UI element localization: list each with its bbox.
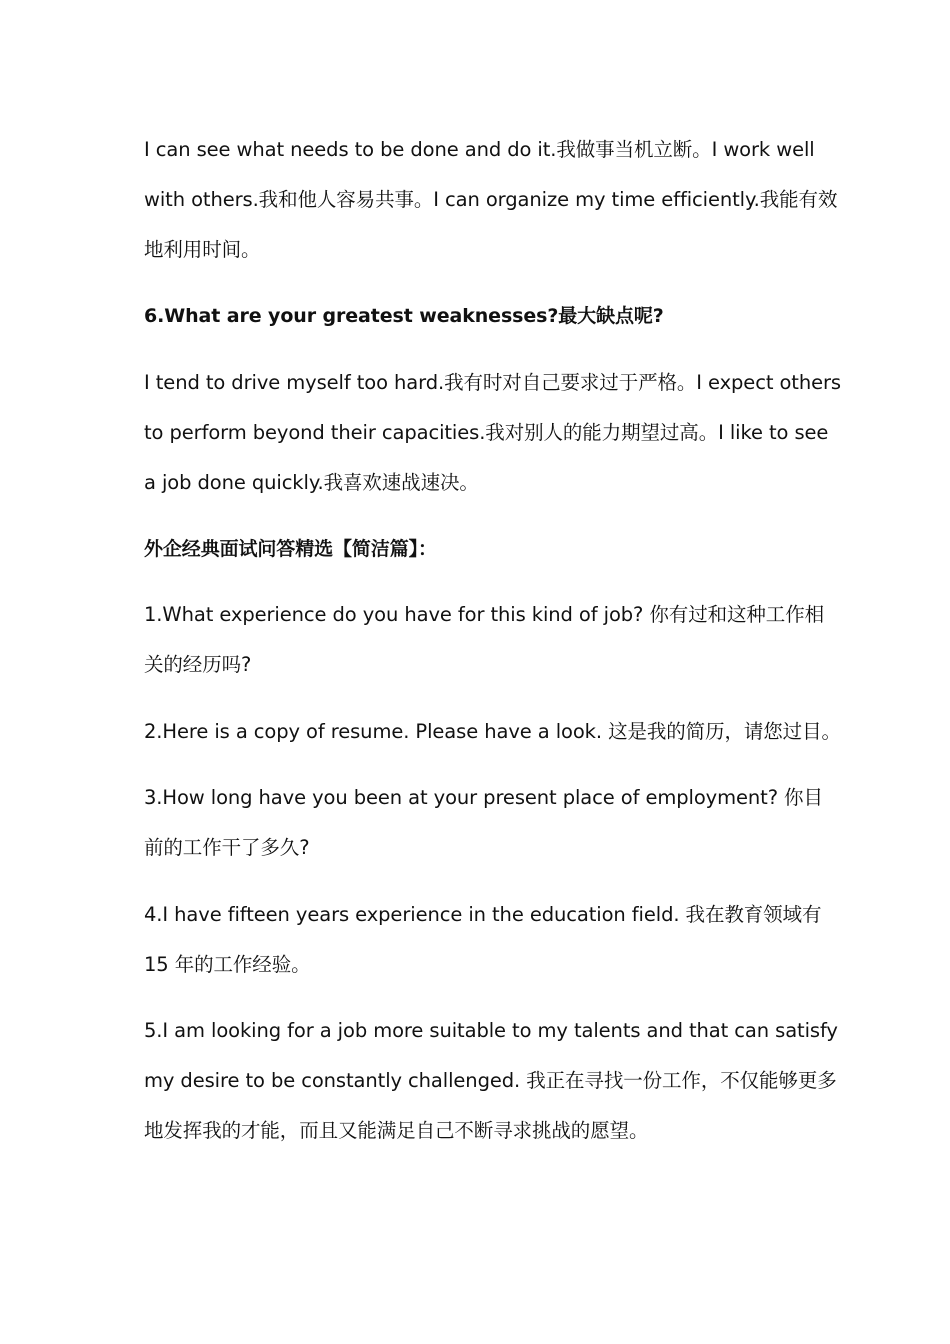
item-4-line-1: 4.I have fifteen years experience in the education field. 我在教育领域有 [144,903,822,926]
answer-6-line-1: I tend to drive myself too hard.我有时对自己要求过于严格。I expect others [144,371,841,394]
answer-6-line-2: to perform beyond their capacities.我对别人的能力期望过高。I like to see [144,421,829,444]
item-3-line-2: 前的工作干了多久? [144,836,310,859]
item-2-line-1: 2.Here is a copy of resume. Please have a look. 这是我的简历，请您过目。 [144,720,841,743]
answer-5-line-3: 地利用时间。 [144,238,261,261]
item-4-line-2: 15 年的工作经验。 [144,953,311,976]
answer-5-line-1: I can see what needs to be done and do it.我做事当机立断。I work well [144,138,815,161]
item-1-line-2: 关的经历吗? [144,653,252,676]
item-1-line-1: 1.What experience do you have for this kind of job? 你有过和这种工作相 [144,603,824,626]
answer-6-line-3: a job done quickly.我喜欢速战速决。 [144,471,479,494]
item-5-line-3: 地发挥我的才能，而且又能满足自己不断寻求挑战的愿望。 [144,1119,649,1142]
answer-5-line-2: with others.我和他人容易共事。I can organize my time efficiently.我能有效 [144,188,838,211]
item-5-line-1: 5.I am looking for a job more suitable to my talents and that can satisfy [144,1019,838,1042]
item-5-line-2: my desire to be constantly challenged. 我正在寻找一份工作，不仅能够更多 [144,1069,837,1092]
question-6-heading: 6.What are your greatest weaknesses?最大缺点呢? [144,305,664,327]
item-3-line-1: 3.How long have you been at your present place of employment? 你目 [144,786,823,809]
section-heading: 外企经典面试问答精选【简洁篇】： [144,538,437,560]
